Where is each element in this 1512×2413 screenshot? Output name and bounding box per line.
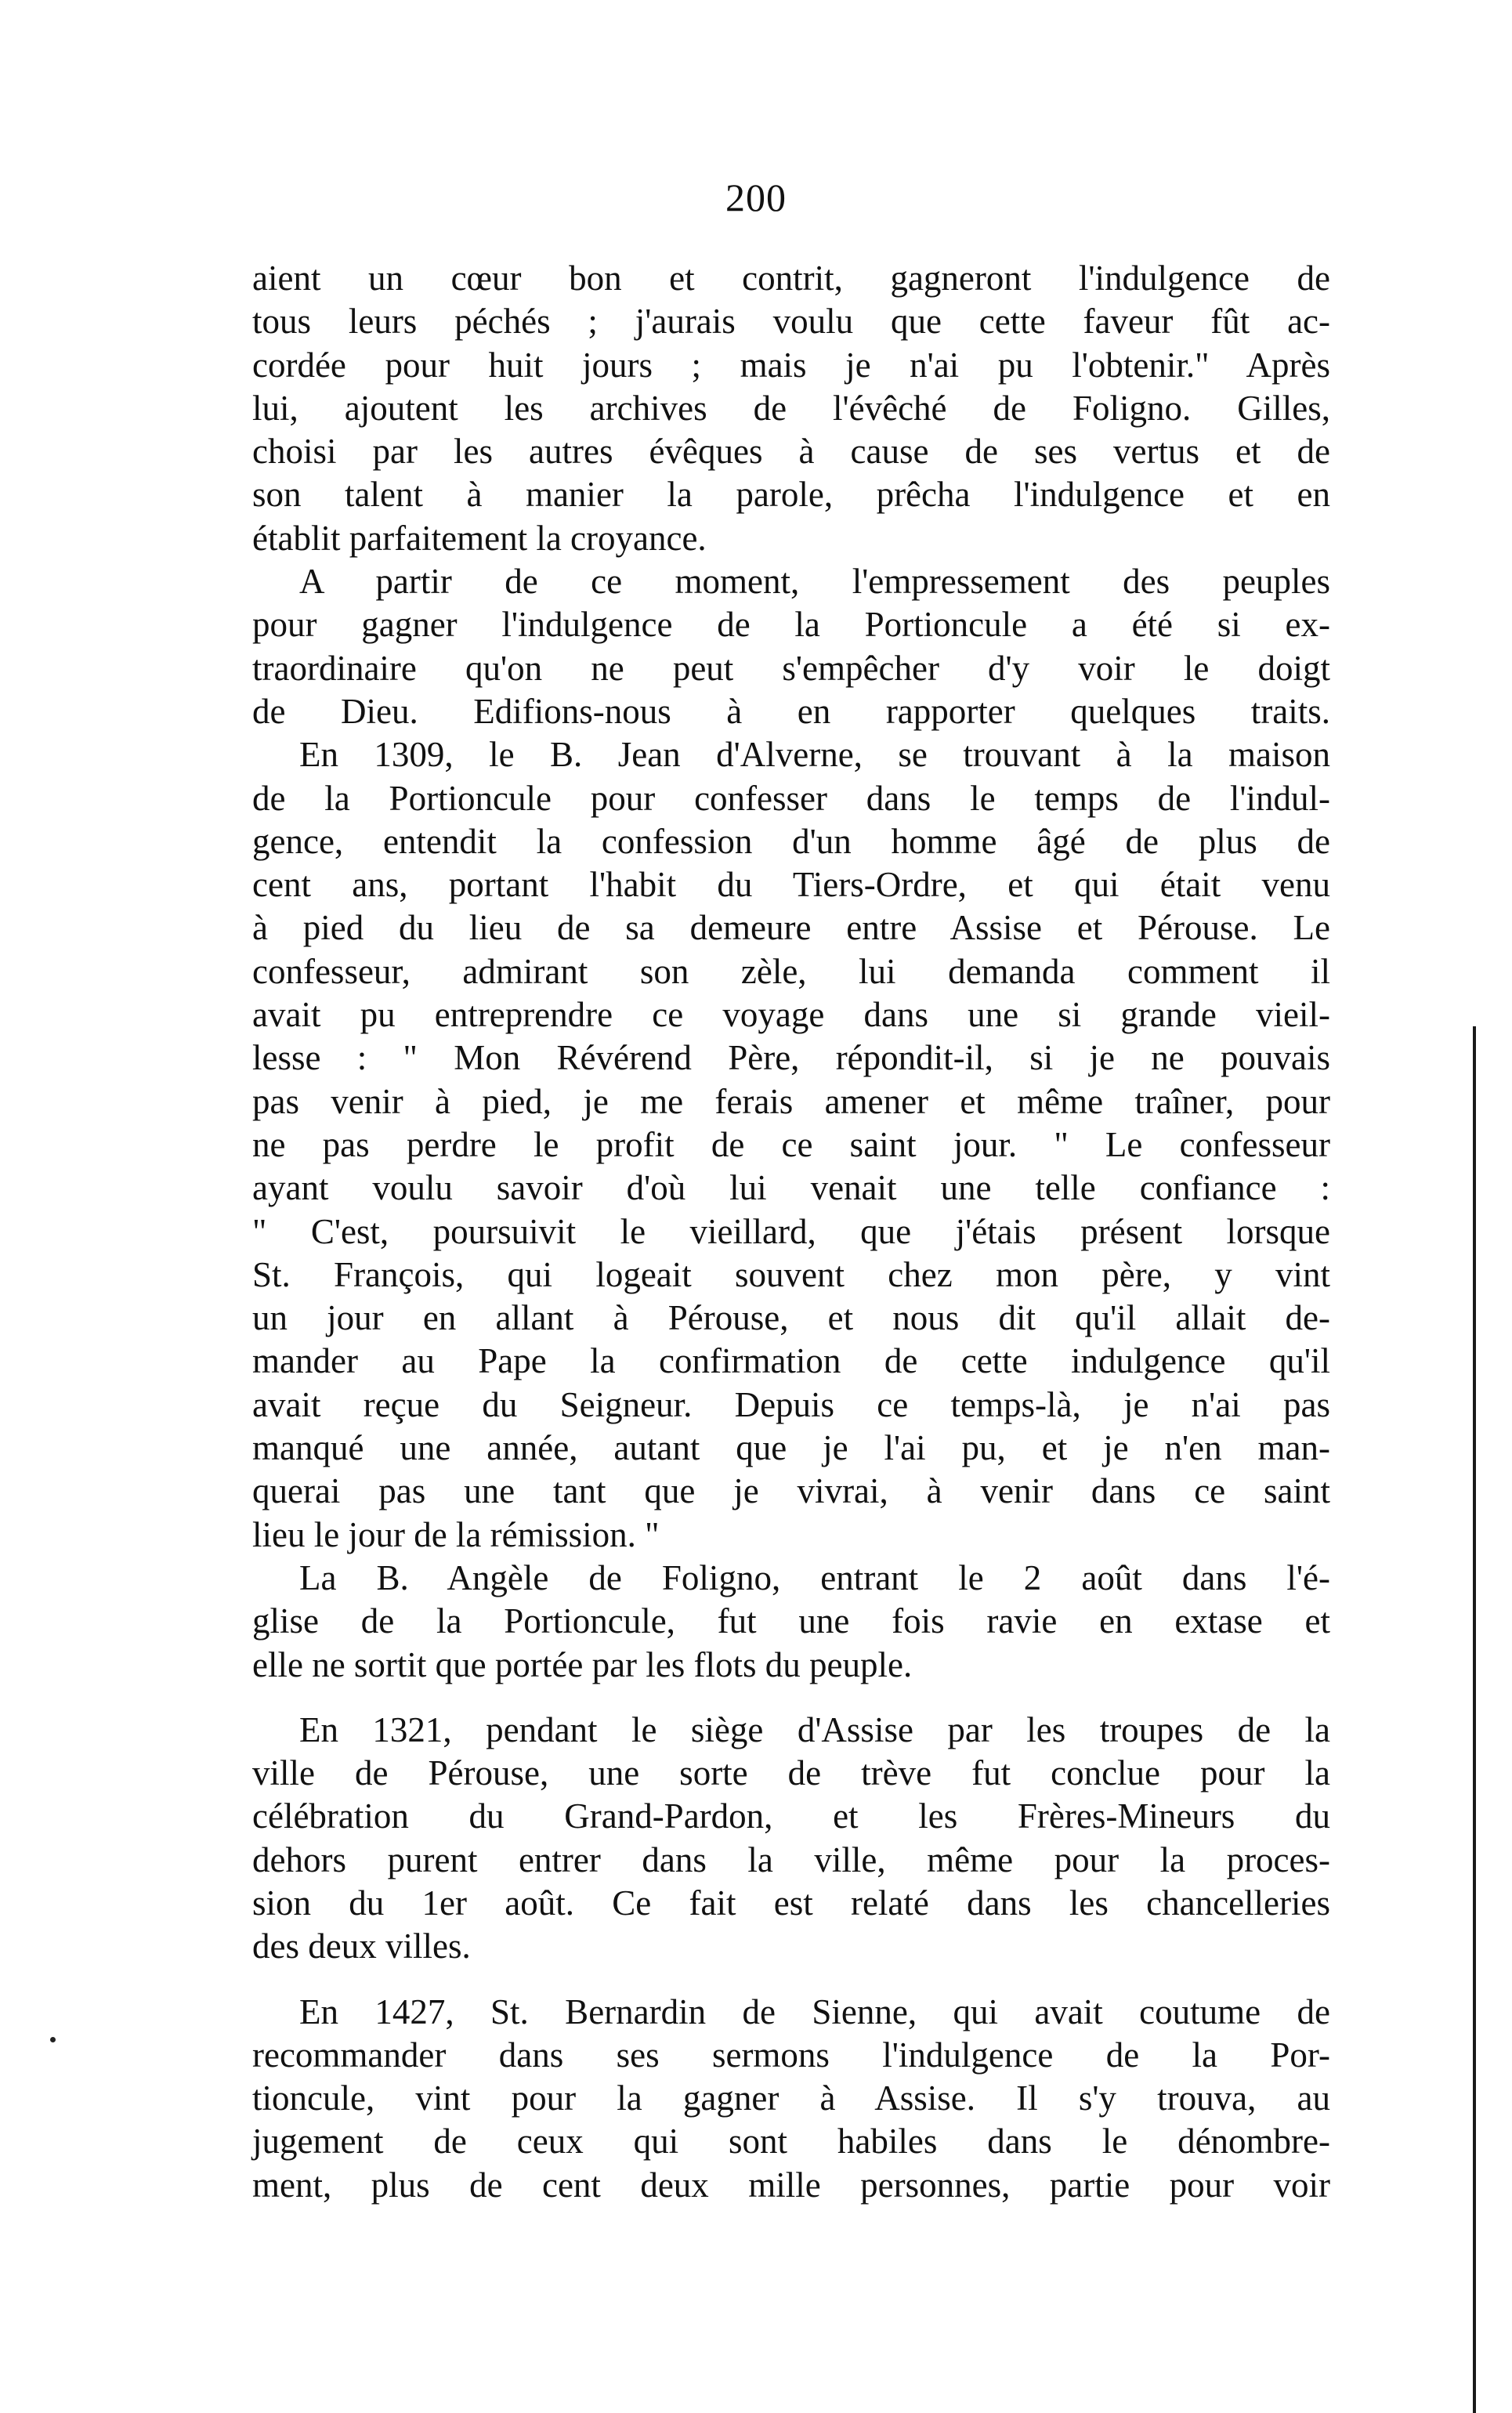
- page-number: 200: [725, 175, 787, 219]
- text-line: dehors purent entrer dans la ville, même pour la proces-: [252, 1840, 1330, 1879]
- text-line: gence, entendit la confession d'un homme âgé de plus de: [252, 821, 1330, 861]
- text-line: glise de la Portioncule, fut une fois ravie en extase et: [252, 1601, 1330, 1641]
- text-line: sion du 1er août. Ce fait est relaté dans les chancelleries: [252, 1883, 1330, 1923]
- text-line: avait pu entreprendre ce voyage dans une si grande vieil-: [252, 995, 1330, 1035]
- text-line: de la Portioncule pour confesser dans le temps de l'indul-: [252, 778, 1330, 818]
- text-line: de Dieu. Edifions-nous à en rapporter quelques traits.: [252, 691, 1330, 731]
- text-line: célébration du Grand-Pardon, et les Frères-Mineurs du: [252, 1796, 1330, 1836]
- text-line: ville de Pérouse, une sorte de trève fut conclue pour la: [252, 1753, 1330, 1793]
- paragraph-gap: [252, 1969, 1330, 1991]
- text-line: pour gagner l'indulgence de la Portioncule a été si ex-: [252, 605, 1330, 645]
- paragraph-gap: [252, 1687, 1330, 1709]
- text-line: confesseur, admirant son zèle, lui demanda comment il: [252, 951, 1330, 991]
- page-edge-rule: [1473, 1026, 1476, 2413]
- text-line: En 1321, pendant le siège d'Assise par les troupes de la: [299, 1709, 1330, 1749]
- text-line: querai pas une tant que je vivrai, à venir dans ce saint: [252, 1471, 1330, 1511]
- text-line: cordée pour huit jours ; mais je n'ai pu l'obtenir." Après: [252, 345, 1330, 385]
- text-line: lui, ajoutent les archives de l'évêché de Foligno. Gilles,: [252, 388, 1330, 428]
- text-line: ment, plus de cent deux mille personnes, partie pour voir: [252, 2165, 1330, 2205]
- text-line: un jour en allant à Pérouse, et nous dit qu'il allait de-: [252, 1298, 1330, 1338]
- text-line: lieu le jour de la rémission. ": [252, 1514, 660, 1554]
- text-line: St. François, qui logeait souvent chez mon père, y vint: [252, 1254, 1330, 1294]
- text-line: En 1427, St. Bernardin de Sienne, qui avait coutume de: [299, 1992, 1330, 2031]
- text-line: des deux villes.: [252, 1926, 471, 1966]
- text-line: pas venir à pied, je me ferais amener et même traîner, pour: [252, 1081, 1330, 1121]
- text-line: avait reçue du Seigneur. Depuis ce temps-là, je n'ai pas: [252, 1384, 1330, 1424]
- body-text: [252, 257, 1330, 2207]
- text-line: jugement de ceux qui sont habiles dans le dénombre-: [252, 2122, 1330, 2162]
- text-line: établit parfaitement la croyance.: [252, 518, 707, 558]
- text-line: lesse : " Mon Révérend Père, répondit-il, si je ne pouvais: [252, 1038, 1330, 1078]
- text-line: tioncule, vint pour la gagner à Assise. Il s'y trouva, au: [252, 2078, 1330, 2118]
- text-line: recommander dans ses sermons l'indulgence de la Por-: [252, 2035, 1330, 2075]
- text-line: ayant voulu savoir d'où lui venait une telle confiance :: [252, 1168, 1330, 1208]
- text-line: tous leurs péchés ; j'aurais voulu que cette faveur fût ac-: [252, 302, 1330, 342]
- text-line: ne pas perdre le profit de ce saint jour. " Le confesseur: [252, 1124, 1330, 1164]
- text-line: " C'est, poursuivit le vieillard, que j'étais présent lorsque: [252, 1211, 1330, 1251]
- text-line: choisi par les autres évêques à cause de ses vertus et de: [252, 432, 1330, 472]
- text-line: cent ans, portant l'habit du Tiers-Ordre, et qui était venu: [252, 865, 1330, 905]
- text-line: traordinaire qu'on ne peut s'empêcher d'y voir le doigt: [252, 648, 1330, 688]
- text-line: son talent à manier la parole, prêcha l'indulgence et en: [252, 475, 1330, 515]
- text-line: mander au Pape la confirmation de cette indulgence qu'il: [252, 1341, 1330, 1381]
- text-line: à pied du lieu de sa demeure entre Assise et Pérouse. Le: [252, 908, 1330, 948]
- text-line: aient un cœur bon et contrit, gagneront l'indulgence de: [252, 259, 1330, 298]
- text-line: La B. Angèle de Foligno, entrant le 2 août dans l'é-: [299, 1557, 1330, 1597]
- text-line: elle ne sortit que portée par les flots du peuple.: [252, 1644, 913, 1684]
- text-line: A partir de ce moment, l'empressement des peuples: [299, 562, 1330, 602]
- scan-speck: [50, 2037, 56, 2042]
- text-line: En 1309, le B. Jean d'Alverne, se trouvant à la maison: [299, 735, 1330, 775]
- text-line: manqué une année, autant que je l'ai pu, et je n'en man-: [252, 1428, 1330, 1468]
